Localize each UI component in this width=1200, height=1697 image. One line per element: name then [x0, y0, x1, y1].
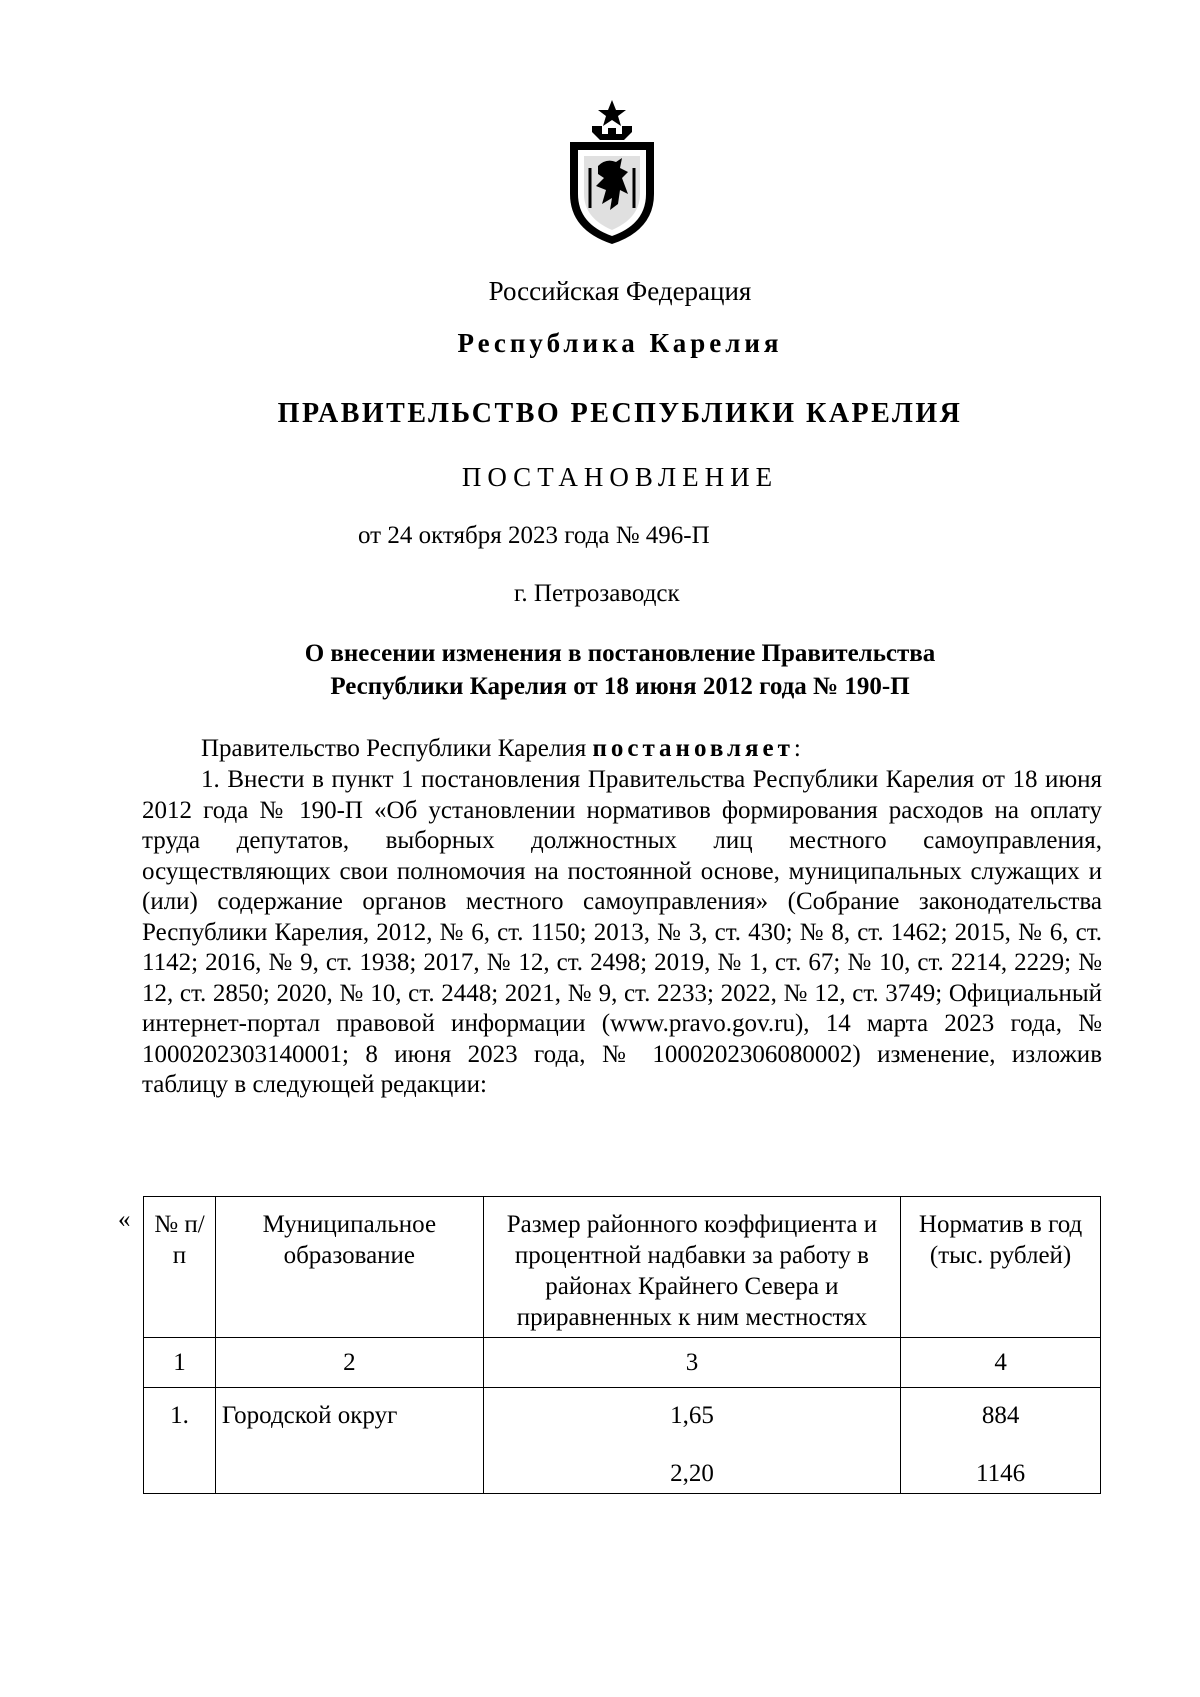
document-type: ПОСТАНОВЛЕНИЕ	[461, 462, 779, 492]
header-number-label: № п/п	[154, 1211, 205, 1269]
norms-table	[143, 1196, 1101, 1494]
intro-line	[142, 734, 1102, 765]
header-municipality	[215, 1197, 483, 1338]
row-municipality: Городской округ	[215, 1388, 483, 1494]
subject-line-2: Республики Карелия от 18 июня 2012 года № 190-П	[330, 673, 910, 700]
header-number	[144, 1197, 216, 1338]
table-row	[144, 1388, 1101, 1494]
country-name: Российская Федерация	[488, 276, 752, 306]
header-municipality-label: Муниципальное образование	[262, 1211, 437, 1269]
table-column-number-row	[144, 1338, 1101, 1388]
coefficient-value: 1,65	[670, 1402, 714, 1429]
intro-suffix: :	[793, 735, 801, 762]
header-coefficient-label: Размер районного коэффициента и процентной надбавки за работу в районах Крайнего Севера и приравненных к ним местностях	[506, 1211, 878, 1331]
header-norm-label: Норматив в год (тыс. рублей)	[918, 1211, 1083, 1269]
government-title: ПРАВИТЕЛЬСТВО РЕСПУБЛИКИ КАРЕЛИЯ	[277, 398, 963, 429]
table-header-row	[144, 1197, 1101, 1338]
row-number: 1.	[144, 1388, 216, 1494]
column-number-cell: 4	[901, 1338, 1101, 1388]
document-date-number: от 24 октября 2023 года № 496-П	[358, 522, 710, 549]
column-number-cell: 1	[144, 1338, 216, 1388]
column-number-cell: 2	[215, 1338, 483, 1388]
header-coefficient	[483, 1197, 900, 1338]
column-number-cell: 3	[483, 1338, 900, 1388]
republic-name: Республика Карелия	[457, 328, 783, 358]
karelia-coat-of-arms-icon	[562, 98, 662, 246]
row-coefficients	[483, 1388, 900, 1494]
intro-verb: постановляет	[592, 735, 794, 762]
paragraph-1: 1. Внести в пункт 1 постановления Правительства Республики Карелия от 18 июня 2012 года № 190-П «Об установлении нормативов формирования расходов на оплату труда депутатов, выборных должностных лиц местного самоуправления, осуществляющих свои полномочия на постоянной основе, муниципальных служащих и (или) содержание органов местного самоуправления» (Собрание законодательства Республики Карелия, 2012, № 6, ст. 1150; 2013, № 3, ст. 430; № 8, ст. 1462; 2015, № 6, ст. 1142; 2016, № 9, ст. 1938; 2017, № 12, ст. 2498; 2019, № 1, ст. 67; № 10, ст. 2214, 2229; № 12, ст. 2850; 2020, № 10, ст. 2448; 2021, № 9, ст. 2233; 2022, № 12, ст. 3749; Официальный интернет-портал правовой информации (www.pravo.gov.ru), 14 марта 2023 года, № 1000202303140001; 8 июня 2023 года, № 1000202306080002) изменение, изложив таблицу в следующей редакции:	[142, 766, 1102, 1098]
row-norms	[901, 1388, 1101, 1494]
header-norm	[901, 1197, 1101, 1338]
coefficient-value: 2,20	[670, 1460, 714, 1487]
table-open-quote: «	[118, 1206, 131, 1233]
document-city: г. Петрозаводск	[514, 580, 680, 607]
subject-line-1: О внесении изменения в постановление Правительства	[304, 640, 936, 667]
intro-prefix: Правительство Республики Карелия	[201, 735, 593, 762]
norm-value: 1146	[976, 1460, 1026, 1487]
norm-value: 884	[981, 1402, 1020, 1429]
